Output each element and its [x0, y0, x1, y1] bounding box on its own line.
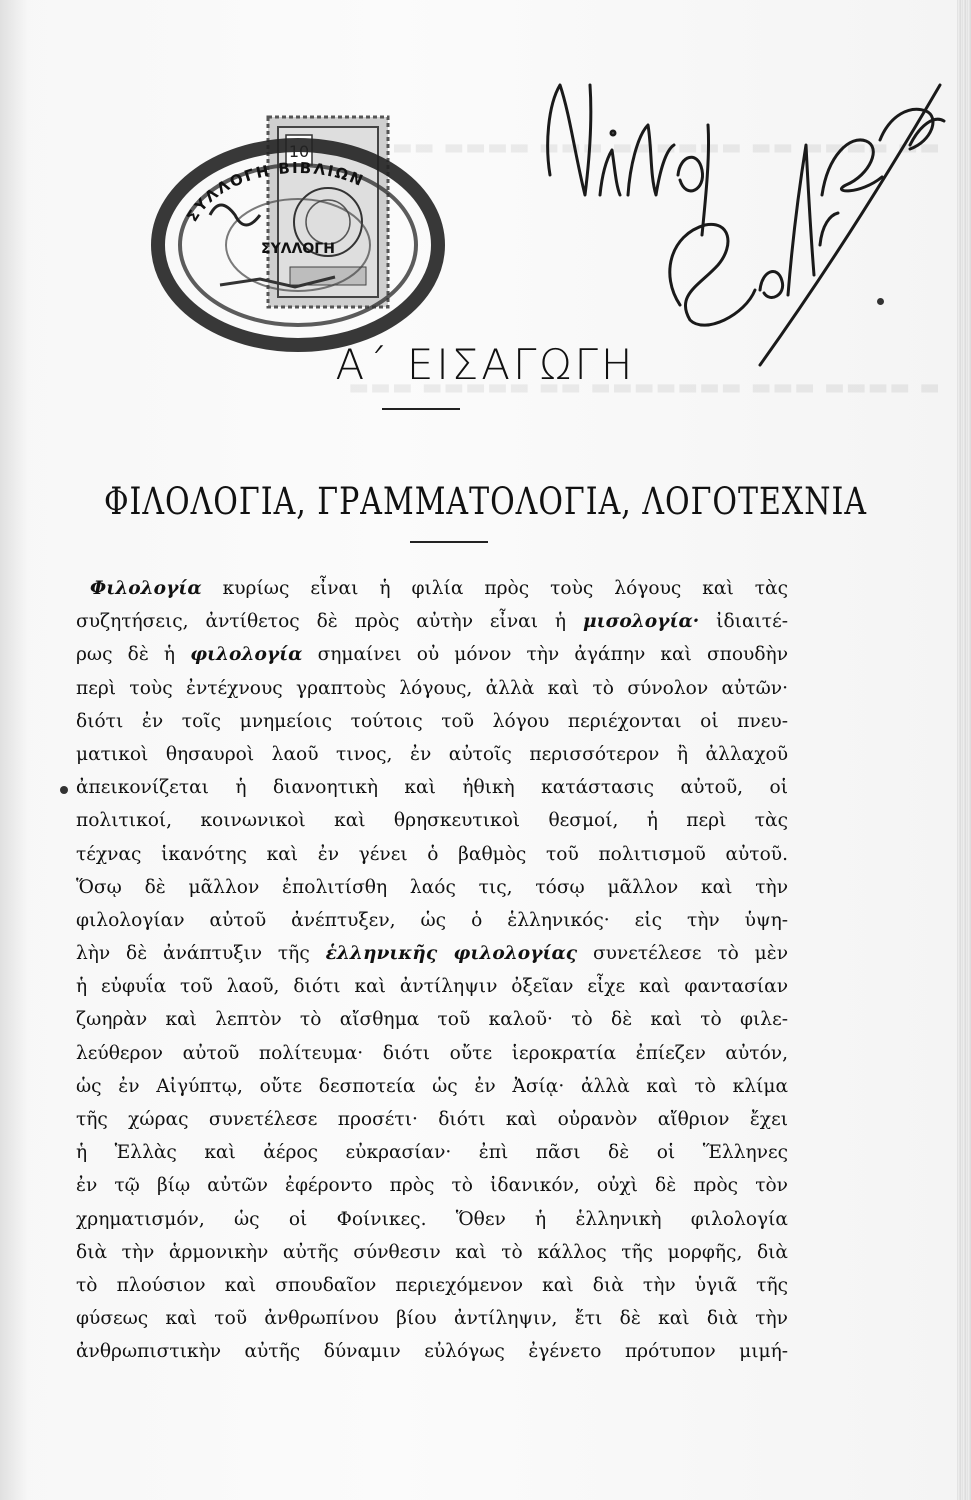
section-heading: Α΄ ΕΙΣΑΓΩΓΗ [335, 340, 636, 389]
text-run: χρηματισμόν, ὡς οἱ Φοίνικες. Ὅθεν ἡ ἑλληνικὴ φιλολογία [76, 1208, 788, 1230]
text-run: ἰδιαιτέ- [699, 611, 788, 633]
text-run: πολιτικοί, κοινωνικοὶ καὶ θρησκευτικοὶ θεσμοί, ἡ περὶ τὰς [76, 810, 788, 832]
text-run: ρως δὲ ἡ [76, 644, 191, 666]
chapter-title: ΦΙΛΟΛΟΓΙΑ, ΓΡΑΜΜΑΤΟΛΟΓΙΑ, ΛΟΓΟΤΕΧΝΙΑ [103, 480, 868, 524]
text-run: συζητήσεις, ἀντίθετος δὲ πρὸς αὐτὴν εἶναι ἡ [76, 611, 584, 633]
text-line [76, 771, 788, 804]
text-run: σημαίνει οὐ μόνον τὴν ἀγάπην καὶ σπουδὴν [302, 644, 788, 666]
library-stamp [150, 95, 480, 370]
text-run: διὰ τὴν ἁρμονικὴν αὐτῆς σύνθεσιν καὶ τὸ κάλλος τῆς μορφῆς, διὰ [76, 1241, 788, 1263]
text-run: ζωηρὰν καὶ λεπτὸν τὸ αἴσθημα τοῦ καλοῦ· τὸ δὲ καὶ τὸ φιλε- [76, 1009, 788, 1031]
text-line [76, 804, 788, 837]
show-through-text: ▬▬ ▬▬▬▬ ▬▬▬ ▬▬▬▬▬▬ ▬▬ ▬▬▬▬ ▬▬ [391, 135, 941, 160]
text-run: συνετέλεσε τὸ μὲν [577, 943, 789, 965]
emphasized-term: μισολογία· [583, 611, 700, 633]
text-run: ἐν τῷ βίῳ αὐτῶν ἐφέροντο πρὸς τὸ ἰδανικόν, οὐχὶ δὲ πρὸς τὸν [76, 1175, 788, 1197]
text-run: τέχνας ἱκανότης καὶ ἐν γένει ὁ βαθμὸς τοῦ πολιτισμοῦ αὐτοῦ. [76, 843, 788, 865]
text-line [76, 605, 788, 638]
text-line [76, 904, 788, 937]
text-line [76, 838, 788, 871]
divider-rule [410, 541, 488, 543]
text-line [76, 871, 788, 904]
text-run: περὶ τοὺς ἐντέχνους γραπτοὺς λόγους, ἀλλὰ καὶ τὸ σύνολον αὐτῶν· [76, 677, 788, 699]
page-edge-right [957, 0, 971, 1500]
text-run: ματικοὶ θησαυροὶ λαοῦ τινος, ἐν αὐτοῖς περισσότερον ἢ ἀλλαχοῦ [76, 743, 788, 765]
text-line [76, 970, 788, 1003]
text-run: τῆς χώρας συνετέλεσε προσέτι· διότι καὶ οὐρανὸν αἴθριον ἔχει [76, 1109, 788, 1130]
text-line [76, 1269, 788, 1302]
text-line [76, 1302, 788, 1335]
text-run: φύσεως καὶ τοῦ ἀνθρωπίνου βίου ἀντίληψιν, ἔτι δὲ καὶ διὰ τὴν [76, 1308, 788, 1330]
text-line [76, 1070, 788, 1103]
text-line [76, 1335, 788, 1368]
text-run: φιλολογίαν αὐτοῦ ἀνέπτυξεν, ὡς ὁ ἑλληνικός· εἰς τὴν ὑψη- [76, 909, 788, 931]
text-run: διότι ἐν τοῖς μνημείοις τούτοις τοῦ λόγου περιέχονται οἱ πνευ- [76, 710, 788, 732]
divider-rule [382, 408, 460, 410]
text-line [76, 638, 788, 671]
text-run: λὴν δὲ ἀνάπτυξιν τῆς [76, 943, 326, 965]
text-run: ἡ Ἑλλὰς καὶ ἀέρος εὐκρασίαν· ἐπὶ πᾶσι δὲ οἱ Ἕλληνες [76, 1142, 788, 1164]
text-run: λεύθερον αὐτοῦ πολίτευμα· διότι οὔτε ἱεροκρατία ἐπίεζεν αὐτόν, [76, 1042, 788, 1064]
text-line [76, 1136, 788, 1169]
text-run: ἀπεικονίζεται ἡ διανοητικὴ καὶ ἠθικὴ κατάστασις αὐτοῦ, οἱ [76, 777, 788, 799]
text-run: ἡ εὐφυΐα τοῦ λαοῦ, διότι καὶ ἀντίληψιν ὀξεῖαν εἶχε καὶ φαντασίαν [76, 976, 788, 998]
stamp-ring-text: ΣΥΛΛΟΓΗ ΒΙΒΛΙΩΝ [183, 158, 368, 225]
text-line [76, 1103, 788, 1136]
text-run: Ὅσῳ δὲ μᾶλλον ἐπολιτίσθη λαός τις, τόσῳ μᾶλλον καὶ τὴν [76, 876, 788, 898]
margin-dot [60, 786, 68, 794]
text-run: ὡς ἐν Αἰγύπτῳ, οὔτε δεσποτεία ὡς ἐν Ἀσίᾳ· ἀλλὰ καὶ τὸ κλίμα [76, 1075, 788, 1097]
text-line [76, 937, 788, 970]
body-paragraph [76, 572, 788, 1369]
margin-dot [877, 298, 884, 305]
text-line [76, 1003, 788, 1036]
text-line [76, 1037, 788, 1070]
emphasized-term: ἑλληνικῆς φιλολογίας [325, 943, 578, 965]
text-run: κυρίως εἶναι ἡ φιλία πρὸς τοὺς λόγους καὶ τὰς [201, 578, 788, 599]
text-line [76, 672, 788, 705]
text-line [76, 1236, 788, 1269]
stamp-graphic [150, 95, 480, 370]
handwritten-signature [530, 45, 950, 375]
text-run: τὸ πλούσιον καὶ σπουδαῖον περιεχόμενον καὶ διὰ τὴν ὑγιᾶ τῆς [76, 1274, 788, 1296]
text-run: ἀνθρωπιστικὴν αὐτῆς δύναμιν εὐλόγως ἐγένετο πρότυπον μιμή- [76, 1341, 788, 1363]
stamp-center-text: ΣΥΛΛΟΓΗ [261, 241, 335, 257]
text-line [76, 1169, 788, 1202]
show-through-text: ▬▬▬ ▬▬▬▬▬ ▬▬ ▬▬▬▬▬▬▬ ▬▬▬ ▬▬▬▬ ▬ [348, 375, 941, 400]
text-line [76, 1203, 788, 1236]
emphasized-term: Φιλολογία [90, 578, 202, 599]
emphasized-term: φιλολογία [190, 644, 303, 666]
text-line [76, 738, 788, 771]
text-line [76, 705, 788, 738]
page-shadow-left [0, 0, 28, 1500]
stamp-value: 10 [288, 142, 310, 161]
text-line [76, 572, 788, 605]
